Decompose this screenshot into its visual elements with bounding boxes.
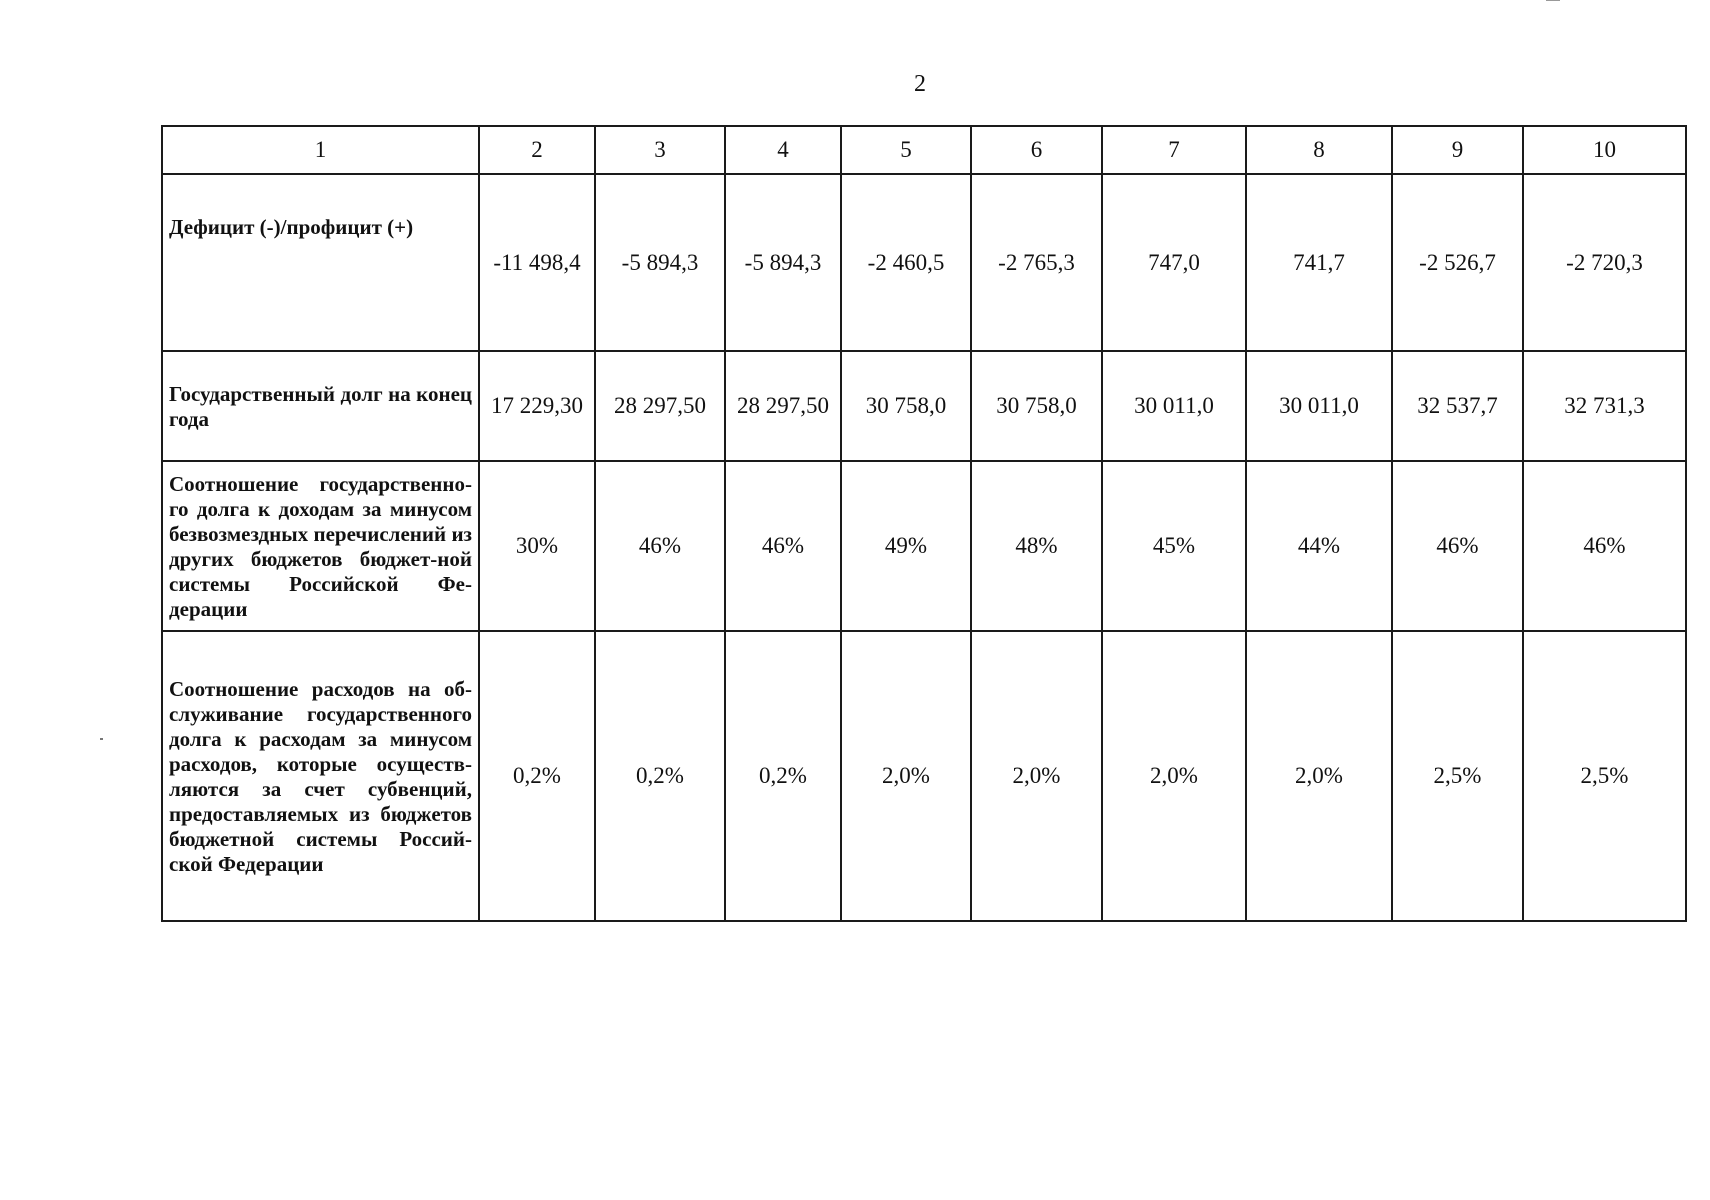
row-label: Дефицит (-)/профицит (+) [162, 174, 479, 351]
table-row [162, 461, 1686, 631]
table-cell: 0,2% [595, 631, 725, 921]
table-cell: 49% [841, 461, 971, 631]
table-cell: 30 011,0 [1246, 351, 1392, 461]
table-row [162, 351, 1686, 461]
column-number: 4 [725, 126, 841, 174]
column-number: 10 [1523, 126, 1686, 174]
table-cell: 45% [1102, 461, 1246, 631]
table-cell: 2,5% [1392, 631, 1523, 921]
table-cell: -5 894,3 [595, 174, 725, 351]
table-cell: 48% [971, 461, 1102, 631]
row-label: Государственный долг на конец года [162, 351, 479, 461]
table-row [162, 174, 1686, 351]
row-label: Соотношение государственно-го долга к доходам за минусом безвозмездных перечислений из других бюджетов бюджет-ной системы Российской Фе-дерации [162, 461, 479, 631]
table-cell: 2,0% [841, 631, 971, 921]
table-cell: -2 460,5 [841, 174, 971, 351]
table-cell: 30 758,0 [841, 351, 971, 461]
row-label: Соотношение расходов на об-служивание государственного долга к расходам за минусом расходов, которые осуществ-ляются за счет субвенций, предоставляемых из бюджетов бюджетной системы Россий-ской Федерации [162, 631, 479, 921]
table-cell: 46% [725, 461, 841, 631]
table-cell: 32 731,3 [1523, 351, 1686, 461]
table-cell: 747,0 [1102, 174, 1246, 351]
column-number: 5 [841, 126, 971, 174]
column-number: 2 [479, 126, 595, 174]
table-cell: 46% [1392, 461, 1523, 631]
fiscal-indicators-table [161, 125, 1687, 922]
table-cell: 741,7 [1246, 174, 1392, 351]
column-number: 8 [1246, 126, 1392, 174]
table-cell: 30% [479, 461, 595, 631]
table-cell: 0,2% [725, 631, 841, 921]
table-cell: -11 498,4 [479, 174, 595, 351]
table-cell: -2 526,7 [1392, 174, 1523, 351]
table-cell: 46% [1523, 461, 1686, 631]
table-cell: 28 297,50 [725, 351, 841, 461]
scan-mark [1546, 0, 1560, 1]
table-row [162, 631, 1686, 921]
page-number: 2 [914, 71, 926, 97]
table-cell: 30 758,0 [971, 351, 1102, 461]
table-cell: 30 011,0 [1102, 351, 1246, 461]
header-row [162, 126, 1686, 174]
table-cell: 0,2% [479, 631, 595, 921]
table-cell: -5 894,3 [725, 174, 841, 351]
table-cell: 2,0% [1102, 631, 1246, 921]
table-cell: 2,0% [1246, 631, 1392, 921]
table-cell: -2 720,3 [1523, 174, 1686, 351]
table-cell: 32 537,7 [1392, 351, 1523, 461]
table-cell: 46% [595, 461, 725, 631]
scan-speck [100, 738, 103, 740]
column-number: 3 [595, 126, 725, 174]
column-number: 1 [162, 126, 479, 174]
column-number: 9 [1392, 126, 1523, 174]
column-number: 7 [1102, 126, 1246, 174]
table-cell: 28 297,50 [595, 351, 725, 461]
column-number: 6 [971, 126, 1102, 174]
table-cell: 44% [1246, 461, 1392, 631]
table-cell: 2,0% [971, 631, 1102, 921]
table-cell: 2,5% [1523, 631, 1686, 921]
table-cell: 17 229,30 [479, 351, 595, 461]
table-cell: -2 765,3 [971, 174, 1102, 351]
